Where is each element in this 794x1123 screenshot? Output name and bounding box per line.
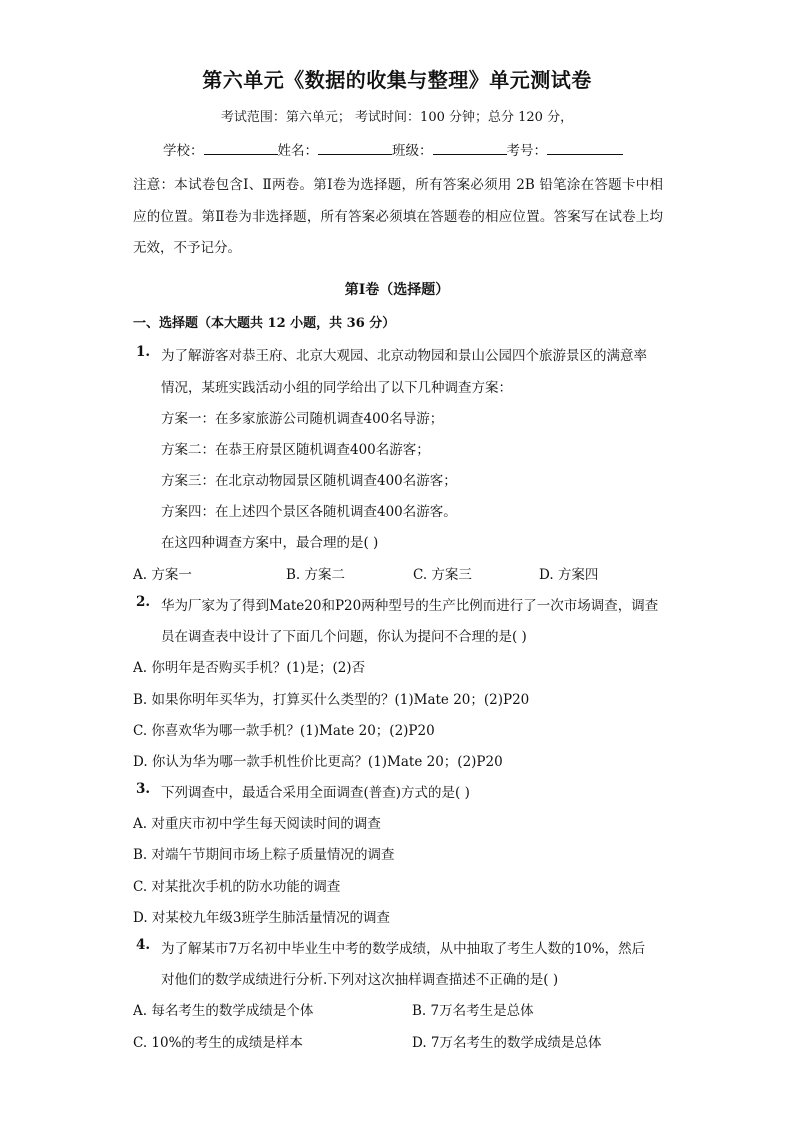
question-3-option-b[interactable]: B. 对端午节期间市场上粽子质量情况的调查 — [133, 847, 395, 863]
name-label: 姓名： — [277, 143, 318, 159]
class-label: 班级： — [392, 143, 433, 159]
question-1-plan: 方案三：在北京动物园景区随机调查400名游客； — [161, 473, 457, 489]
question-3-line: 下列调查中，最适合采用全面调查(普查)方式的是( ) — [161, 785, 470, 801]
question-4-number: 4. — [136, 937, 151, 953]
school-blank[interactable] — [204, 140, 278, 155]
question-1-option-a[interactable]: A. 方案一 — [133, 567, 192, 583]
question-1-line: 为了解游客对恭王府、北京大观园、北京动物园和景山公园四个旅游景区的满意率 — [161, 348, 647, 364]
question-4-option-a[interactable]: A. 每名考生的数学成绩是个体 — [133, 1003, 314, 1019]
question-3-option-c[interactable]: C. 对某批次手机的防水功能的调查 — [133, 879, 341, 895]
exam-notice: 注意：本试卷包含Ⅰ、Ⅱ两卷。第Ⅰ卷为选择题，所有答案必须用 2B 铅笔涂在答题卡中相应的位置。第Ⅱ卷为非选择题，所有答案必须填在答题卷的相应位置。答案写在试卷上均无效，不予记分。 — [133, 177, 663, 256]
question-1-plan: 方案二：在恭王府景区随机调查400名游客； — [161, 442, 430, 458]
part1-title: 第Ⅰ卷（选择题） — [344, 282, 450, 298]
question-3-option-a[interactable]: A. 对重庆市初中学生每天阅读时间的调查 — [133, 816, 381, 832]
name-blank[interactable] — [318, 140, 392, 155]
question-1-option-b[interactable]: B. 方案二 — [286, 567, 346, 583]
question-1-plan: 方案四：在上述四个景区各随机调查400名游客。 — [161, 504, 457, 520]
student-info-row — [163, 139, 623, 159]
question-2-line: 员在调查表中设计了下面几个问题，你认为提问不合理的是( ) — [161, 629, 527, 645]
class-blank[interactable] — [433, 140, 507, 155]
school-label: 学校： — [163, 143, 204, 159]
question-1-number: 1. — [136, 344, 151, 360]
question-1-option-c[interactable]: C. 方案三 — [413, 567, 472, 583]
question-3-number: 3. — [136, 781, 151, 797]
question-1-option-d[interactable]: D. 方案四 — [539, 567, 599, 583]
question-2-option-c[interactable]: C. 你喜欢华为哪一款手机？(1)Mate 20；(2)P20 — [133, 723, 435, 739]
exam-subtitle: 考试范围：第六单元； 考试时间：100 分钟；总分 120 分， — [220, 110, 574, 125]
question-4-option-d[interactable]: D. 7万名考生的数学成绩是总体 — [412, 1035, 602, 1051]
question-4-option-c[interactable]: C. 10%的考生的成绩是样本 — [133, 1035, 303, 1051]
question-4-line: 为了解某市7万名初中毕业生中考的数学成绩，从中抽取了考生人数的10%，然后 — [161, 941, 646, 957]
section-title: 一、选择题（本大题共 12 小题，共 36 分） — [133, 316, 396, 331]
question-1-plan: 方案一：在多家旅游公司随机调查400名导游； — [161, 411, 444, 427]
question-1-line: 情况，某班实践活动小组的同学给出了以下几种调查方案： — [161, 380, 512, 396]
number-blank[interactable] — [547, 140, 623, 155]
number-label: 考号： — [506, 143, 547, 159]
question-4-option-b[interactable]: B. 7万名考生是总体 — [412, 1003, 534, 1019]
question-2-option-b[interactable]: B. 如果你明年买华为，打算买什么类型的？(1)Mate 20；(2)P20 — [133, 692, 530, 708]
question-2-option-a[interactable]: A. 你明年是否购买手机？(1)是；(2)否 — [133, 660, 366, 676]
question-2-option-d[interactable]: D. 你认为华为哪一款手机性价比更高？(1)Mate 20；(2)P20 — [133, 754, 503, 770]
exam-title: 第六单元《数据的收集与整理》单元测试卷 — [202, 68, 592, 92]
question-2-number: 2. — [136, 594, 151, 610]
question-1-line: 在这四种调查方案中，最合理的是( ) — [161, 535, 379, 551]
question-3-option-d[interactable]: D. 对某校九年级3班学生肺活量情况的调查 — [133, 910, 391, 926]
question-2-line: 华为厂家为了得到Mate20和P20两种型号的生产比例而进行了一次市场调查，调查 — [161, 598, 659, 614]
question-4-line: 对他们的数学成绩进行分析.下列对这次抽样调查描述不正确的是( ) — [161, 972, 559, 988]
